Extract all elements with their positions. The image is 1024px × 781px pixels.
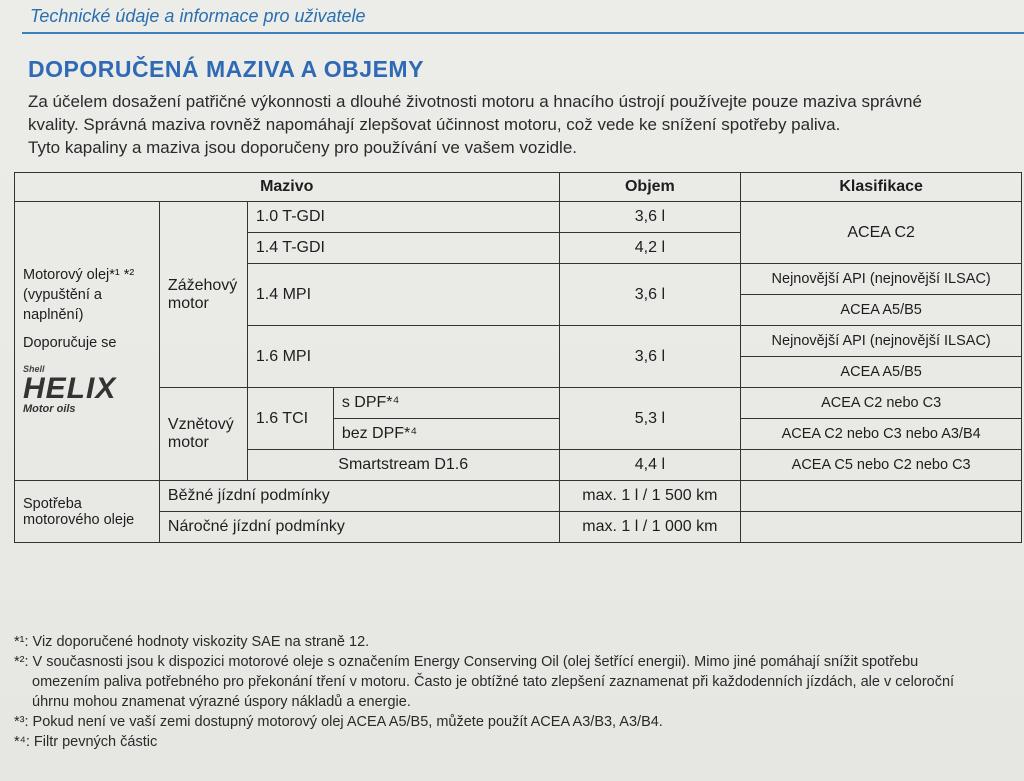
condition-cell: Náročné jízdní podmínky (159, 512, 559, 543)
empty-cell (741, 512, 1022, 543)
footnotes (14, 632, 1019, 752)
consumption-value: max. 1 l / 1 000 km (559, 512, 741, 543)
recommend-label: Doporučuje se (23, 334, 117, 351)
nodpf-cell: bez DPF*⁴ (333, 419, 559, 450)
intro-line: Tyto kapaliny a maziva jsou doporučeny pro používání ve vašem vozidle. (28, 138, 578, 157)
volume-cell: 3,6 l (559, 202, 741, 233)
engine-cell: 1.6 TCI (247, 388, 333, 450)
engine-cell: 1.4 T-GDI (247, 233, 559, 264)
condition-cell: Běžné jízdní podmínky (159, 481, 559, 512)
intro-text (28, 90, 1018, 159)
intro-line: Za účelem dosažení patřičné výkonnosti a dlouhé životnosti motoru a hnacího ústrojí používejte pouze maziva správné (28, 92, 922, 111)
class-cell: ACEA C2 nebo C3 nebo A3/B4 (741, 419, 1022, 450)
logo-sub: Motor oils (23, 402, 76, 415)
oil-label-cell (15, 202, 160, 481)
engine-cell: 1.0 T-GDI (247, 202, 559, 233)
engine-cell: 1.4 MPI (247, 264, 559, 326)
class-cell: Nejnovější API (nejnovější ILSAC) (741, 264, 1022, 295)
logo-brand: Shell (23, 363, 45, 374)
class-cell: ACEA A5/B5 (741, 295, 1022, 326)
section-header: Technické údaje a informace pro uživatele (30, 6, 366, 26)
header-rule (22, 32, 1024, 34)
logo-name: HELIX (23, 371, 117, 405)
volume-cell: 3,6 l (559, 326, 741, 388)
header-objem: Objem (559, 173, 741, 202)
engine-cell: Smartstream D1.6 (247, 450, 559, 481)
footnote: *⁴: Filtr pevných částic (14, 734, 158, 750)
consumption-label: Spotřeba motorového oleje (15, 481, 160, 543)
class-cell: ACEA C2 nebo C3 (741, 388, 1022, 419)
footnote: *²: V současnosti jsou k dispozici motorové oleje s označením Energy Conserving Oil (olej šetřící energii). Mimo jiné pomáhají snížit spotřebu (14, 654, 919, 670)
shell-helix-logo (23, 365, 116, 415)
class-cell: ACEA A5/B5 (741, 357, 1022, 388)
volume-cell: 4,4 l (559, 450, 741, 481)
empty-cell (741, 481, 1022, 512)
engine-cell: 1.6 MPI (247, 326, 559, 388)
volume-cell: 4,2 l (559, 233, 741, 264)
lubricants-table (14, 172, 1022, 543)
footnote: *³: Pokud není ve vaší zemi dostupný motorový olej ACEA A5/B5, můžete použít ACEA A3/B3, A3/B4. (14, 714, 663, 730)
petrol-label: Zážehový motor (159, 202, 247, 388)
class-cell: Nejnovější API (nejnovější ILSAC) (741, 326, 1022, 357)
volume-cell: 3,6 l (559, 264, 741, 326)
footnote: omezením paliva potřebného pro překonání tření v motoru. Často je obtížné tato zlepšení zaznamenat při každodenních jízdách, ale v celoroční (32, 674, 955, 690)
header-mazivo: Mazivo (15, 173, 560, 202)
class-cell: ACEA C5 nebo C2 nebo C3 (741, 450, 1022, 481)
header-klasifikace: Klasifikace (741, 173, 1022, 202)
consumption-value: max. 1 l / 1 500 km (559, 481, 741, 512)
dpf-cell: s DPF*⁴ (333, 388, 559, 419)
page-title: DOPORUČENÁ MAZIVA A OBJEMY (28, 56, 424, 82)
diesel-label: Vznětový motor (159, 388, 247, 481)
footnote: úhrnu mohou znamenat výrazné úspory nákladů a energie. (32, 694, 411, 710)
footnote: *¹: Viz doporučené hodnoty viskozity SAE na straně 12. (14, 634, 370, 650)
intro-line: kvality. Správná maziva rovněž napomáhají zlepšovat účinnost motoru, což vede ke snížení spotřeby paliva. (28, 115, 841, 134)
oil-label: Motorový olej*¹ *² (vypuštění a naplnění) (23, 266, 135, 323)
class-cell: ACEA C2 (741, 202, 1022, 264)
volume-cell: 5,3 l (559, 388, 741, 450)
